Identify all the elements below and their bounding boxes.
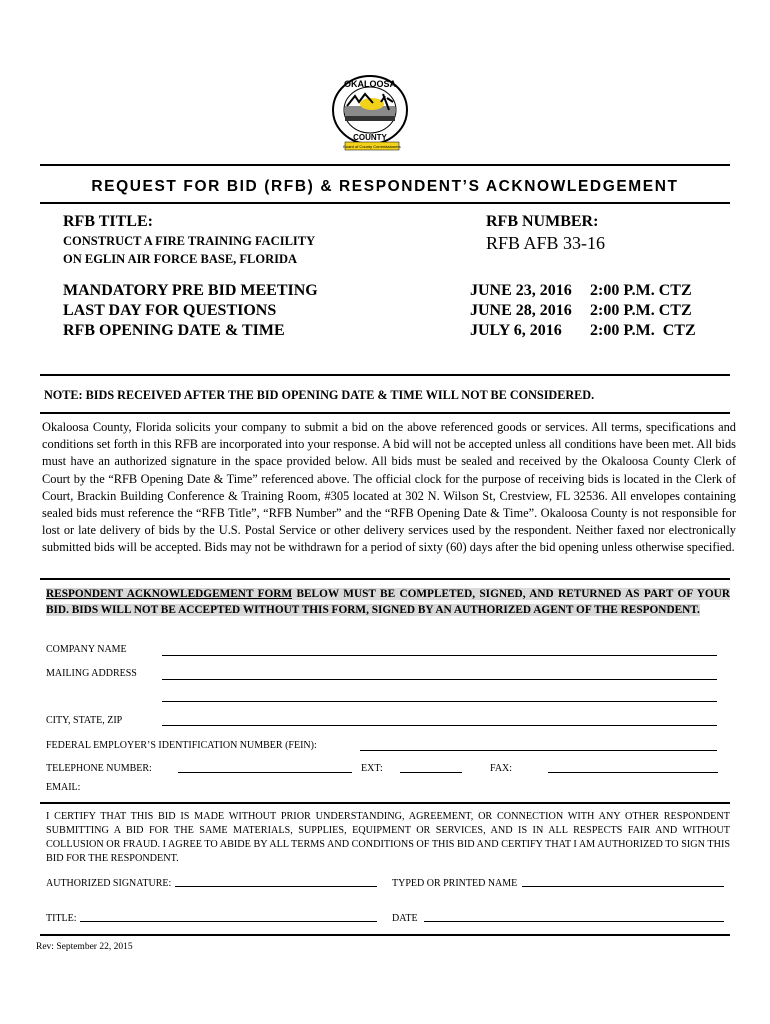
date-label: DATE (392, 913, 418, 924)
schedule-date-pre-bid: JUNE 23, 2016 (470, 282, 572, 299)
late-bids-note: NOTE: BIDS RECEIVED AFTER THE BID OPENING DATE & TIME WILL NOT BE CONSIDERED. (44, 388, 595, 402)
logo-banner-text: Board of County Commissioners (343, 144, 401, 149)
title-top-rule (40, 164, 730, 166)
rfb-title-line-1: CONSTRUCT A FIRE TRAINING FACILITY (63, 234, 316, 248)
mailing-address-field[interactable] (162, 679, 717, 680)
title-bottom-rule (40, 202, 730, 204)
certification-statement: I CERTIFY THAT THIS BID IS MADE WITHOUT PRIOR UNDERSTANDING, AGREEMENT, OR CONNECTION WITH ANY OTHER RESPONDENT SUBMITTING A BID FOR THE SAME MATERIALS, SUPPLIES, EQUIPMENT OR SERVICES, AND IS IN ALL RESPECTS FAIR AND WITHOUT COLLUSION OR FRAUD. I AGREE TO ABIDE BY ALL TERMS AND CONDITIONS OF THIS BID AND CERTIFY THAT I AM AUTHORIZED TO SIGN THIS BID FOR THE RESPONDENT. (46, 811, 730, 864)
footer-rule (40, 934, 730, 936)
mailing-address-field-2[interactable] (162, 701, 717, 702)
rfb-number-label: RFB NUMBER: (486, 213, 599, 230)
ext-label: EXT: (361, 763, 383, 774)
acknowledgement-text: BELOW MUST BE COMPLETED, SIGNED, AND RETURNED AS PART OF YOUR BID. BIDS WILL NOT BE ACCEPTED WITHOUT THIS FORM, SIGNED BY AN AUTHORIZED AGENT OF THE RESPONDENT. (46, 588, 730, 616)
acknowledgement-form-name: RESPONDENT ACKNOWLEDGEMENT FORM (46, 588, 293, 600)
city-state-zip-label: CITY, STATE, ZIP (46, 715, 123, 726)
schedule-time-opening: 2:00 P.M. CTZ (590, 322, 696, 339)
acknowledgement-instructions (46, 586, 730, 618)
fax-label: FAX: (490, 763, 513, 774)
logo-bottom-text: COUNTY (353, 133, 387, 142)
solicitation-paragraph: Okaloosa County, Florida solicits your company to submit a bid on the above referenced goods or services. All terms, specifications and conditions set forth in this RFB are incorporated into your response. A bid will not be accepted unless all conditions have been met. All bids must have an authorized signature in the space provided below. All bids must be sealed and received by the Okaloosa County Clerk of Court by the “RFB Opening Date & Time” referenced above. The official clock for the purpose of receiving bids is located in the Clerk of Court, Brackin Building Conference & Training Room, #305 located at 302 N. Wilson St, Crestview, FL 32536. All envelopes containing sealed bids must reference the “RFB Title”, “RFB Number” and the “RFB Opening Date & Time”. Okaloosa County is not responsible for lost or late delivery of bids by the U.S. Postal Service or other delivery services used by the respondent. Neither faxed nor electronically submitted bids will be accepted. Bids may not be withdrawn for a period of sixty (60) days after the bid opening unless otherwise specified. (42, 420, 736, 555)
authorized-signature-field[interactable] (175, 886, 377, 887)
schedule-date-questions: JUNE 28, 2016 (470, 302, 572, 319)
schedule-time-pre-bid: 2:00 P.M. CTZ (590, 282, 692, 299)
rfb-number-value: RFB AFB 33-16 (486, 233, 606, 253)
county-seal-logo (325, 74, 415, 154)
title-label: TITLE: (46, 913, 77, 924)
mailing-address-label: MAILING ADDRESS (46, 668, 137, 679)
logo-top-text: OKALOOSA (343, 79, 397, 89)
rfb-title-label: RFB TITLE: (63, 213, 153, 230)
schedule-label-questions: LAST DAY FOR QUESTIONS (63, 302, 277, 319)
authorized-signature-label: AUTHORIZED SIGNATURE: (46, 878, 172, 889)
typed-name-label: TYPED OR PRINTED NAME (392, 878, 518, 889)
paragraph-bottom-rule (40, 578, 730, 580)
city-state-zip-field[interactable] (162, 725, 717, 726)
email-label: EMAIL: (46, 782, 81, 793)
company-name-label: COMPANY NAME (46, 644, 127, 655)
schedule-time-questions: 2:00 P.M. CTZ (590, 302, 692, 319)
page-title: REQUEST FOR BID (RFB) & RESPONDENT’S ACKNOWLEDGEMENT (91, 178, 679, 195)
telephone-field[interactable] (178, 772, 352, 773)
schedule-date-opening: JULY 6, 2016 (470, 322, 562, 339)
schedule-label-pre-bid: MANDATORY PRE BID MEETING (63, 282, 318, 299)
telephone-label: TELEPHONE NUMBER: (46, 763, 152, 774)
certify-top-rule (40, 802, 730, 804)
note-bottom-rule (40, 412, 730, 414)
rfb-title-line-2: ON EGLIN AIR FORCE BASE, FLORIDA (63, 252, 298, 266)
schedule-label-opening: RFB OPENING DATE & TIME (63, 322, 285, 339)
title-field[interactable] (80, 921, 377, 922)
ext-field[interactable] (400, 772, 462, 773)
date-field[interactable] (424, 921, 724, 922)
revision-date: Rev: September 22, 2015 (36, 942, 133, 952)
typed-name-field[interactable] (522, 886, 724, 887)
fax-field[interactable] (548, 772, 718, 773)
note-top-rule (40, 374, 730, 376)
fein-label: FEDERAL EMPLOYER’S IDENTIFICATION NUMBER (FEIN): (46, 740, 317, 751)
fein-field[interactable] (360, 750, 717, 751)
company-name-field[interactable] (162, 655, 717, 656)
